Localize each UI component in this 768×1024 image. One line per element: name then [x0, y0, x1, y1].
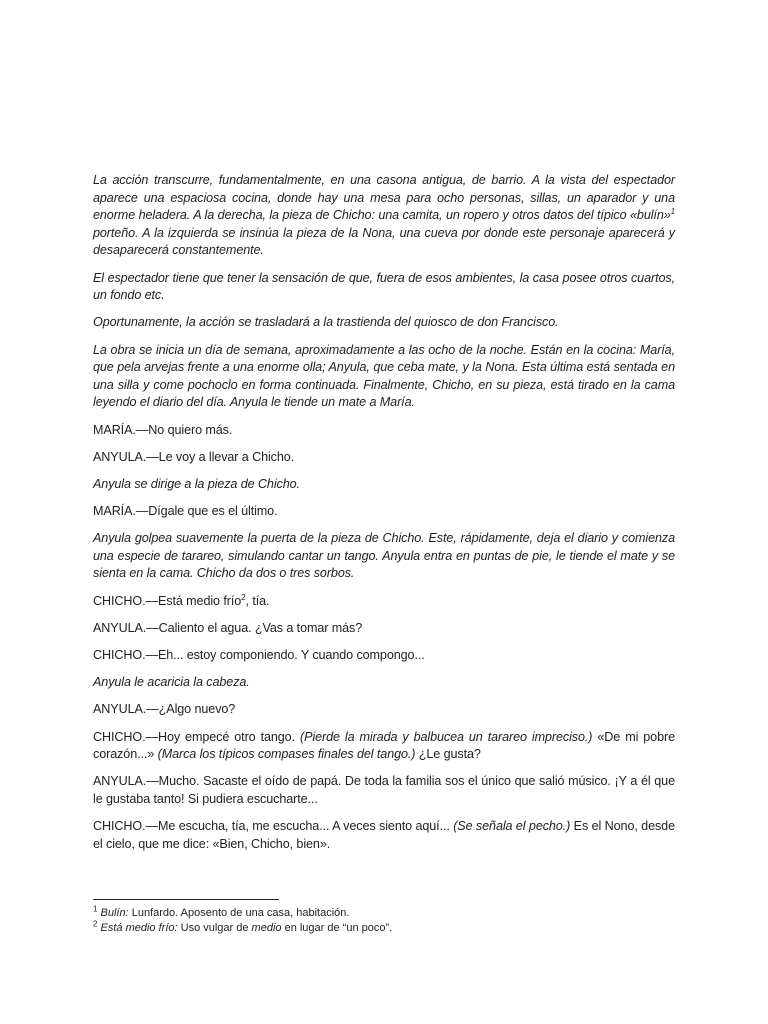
footnote-term: Está medio frío:: [100, 921, 178, 934]
dialogue-line: ANYULA.—Caliento el agua. ¿Vas a tomar más?: [93, 620, 363, 635]
dialogue-line: ANYULA.—Mucho. Sacaste el oído de papá. De toda la familia sos el único que salió músico. ¡Y a él que le gustaba tanto! Si pudiera escucharte...: [93, 774, 675, 806]
footnote: $^1$ Bulín: Lunfardo. Aposento de una casa, habitación.: [93, 904, 350, 919]
footnote-separator: [93, 899, 279, 900]
dialogue-line: CHICHO.—Eh... estoy componiendo. Y cuando compongo...: [93, 648, 425, 662]
dialogue-line: ANYULA.—Le voy a llevar a Chicho.: [93, 449, 295, 464]
dialogue-line: MARÍA.—Dígale que es el último.: [93, 504, 278, 519]
inline-stage-direction: (Se señala el pecho.): [453, 819, 571, 834]
footnote-ref[interactable]: 1: [670, 207, 675, 216]
dialogue-line: MARÍA.—No quiero más.: [93, 422, 233, 437]
footnote-term: Bulín:: [100, 907, 129, 919]
stage-direction: Oportunamente, la acción se trasladará a la trastienda del quiosco de don Francisco.: [93, 315, 559, 330]
stage-direction: El espectador tiene que tener la sensación de que, fuera de esos ambientes, la casa posee otros cuartos, un fondo etc.: [93, 270, 675, 303]
dialogue-line: CHICHO.—Me escucha, tía, me escucha... A veces siento aquí... (Se señala el pecho.) Es el Nono, desde el cielo, que me dice: «Bien, Chicho, bien».: [93, 819, 675, 851]
footnote-ref[interactable]: 2: [241, 592, 246, 602]
footnote-number: 2: [93, 918, 98, 928]
stage-direction: Anyula golpea suavemente la puerta de la pieza de Chicho. Este, rápidamente, deja el diario y comienza una especie de tarareo, simulando cantar un tango. Anyula entra en puntas de pie, le tiende el mate y se sienta en la cama. Chicho da dos o tres sorbos.: [93, 531, 675, 581]
stage-direction: Anyula le acaricia la cabeza.: [93, 675, 250, 690]
footnote-number: 1: [93, 904, 98, 914]
footnotes: [93, 906, 675, 935]
play-text: [93, 172, 675, 863]
dialogue-line: CHICHO.—Hoy empecé otro tango. (Pierde la mirada y balbucea un tarareo impreciso.) «De mi pobre corazón...» (Marca los típicos compases finales del tango.) ¿Le gusta?: [93, 729, 675, 762]
inline-stage-direction: (Pierde la mirada y balbucea un tarareo impreciso.): [299, 729, 593, 744]
dialogue-line: CHICHO.—Está medio frío$^2$, tía.: [93, 592, 270, 608]
stage-direction: Anyula se dirige a la pieza de Chicho.: [93, 476, 300, 491]
stage-direction: La acción transcurre, fundamentalmente, en una casona antigua, de barrio. A la vista del espectador aparece una espaciosa cocina, donde hay una mesa para ocho personas, sillas, un aparador y una enorme heladera. A la derecha, la pieza de Chicho: una camita, un ropero y otros datos del típico «bulín»$^1$ porteño. A la izquierda se insinúa la pieza de la Nona, una cueva por donde este personaje aparecerá y desaparecerá constantemente.: [93, 173, 675, 258]
stage-direction: La obra se inicia un día de semana, aproximadamente a las ocho de la noche. Están en la cocina: María, que pela arvejas frente a una enorme olla; Anyula, que ceba mate, y la Nona. Esta última está sentada en una silla y come pochoclo en forma continuada. Finalmente, Chicho, en su pieza, está tirado en la cama leyendo el diario del día. Anyula le tiende un mate a María.: [93, 342, 675, 410]
dialogue-line: ANYULA.—¿Algo nuevo?: [93, 702, 236, 717]
footnote: $^2$ Está medio frío: Uso vulgar de medio en lugar de “un poco”.: [93, 918, 393, 934]
inline-stage-direction: (Marca los típicos compases finales del tango.): [157, 747, 416, 762]
